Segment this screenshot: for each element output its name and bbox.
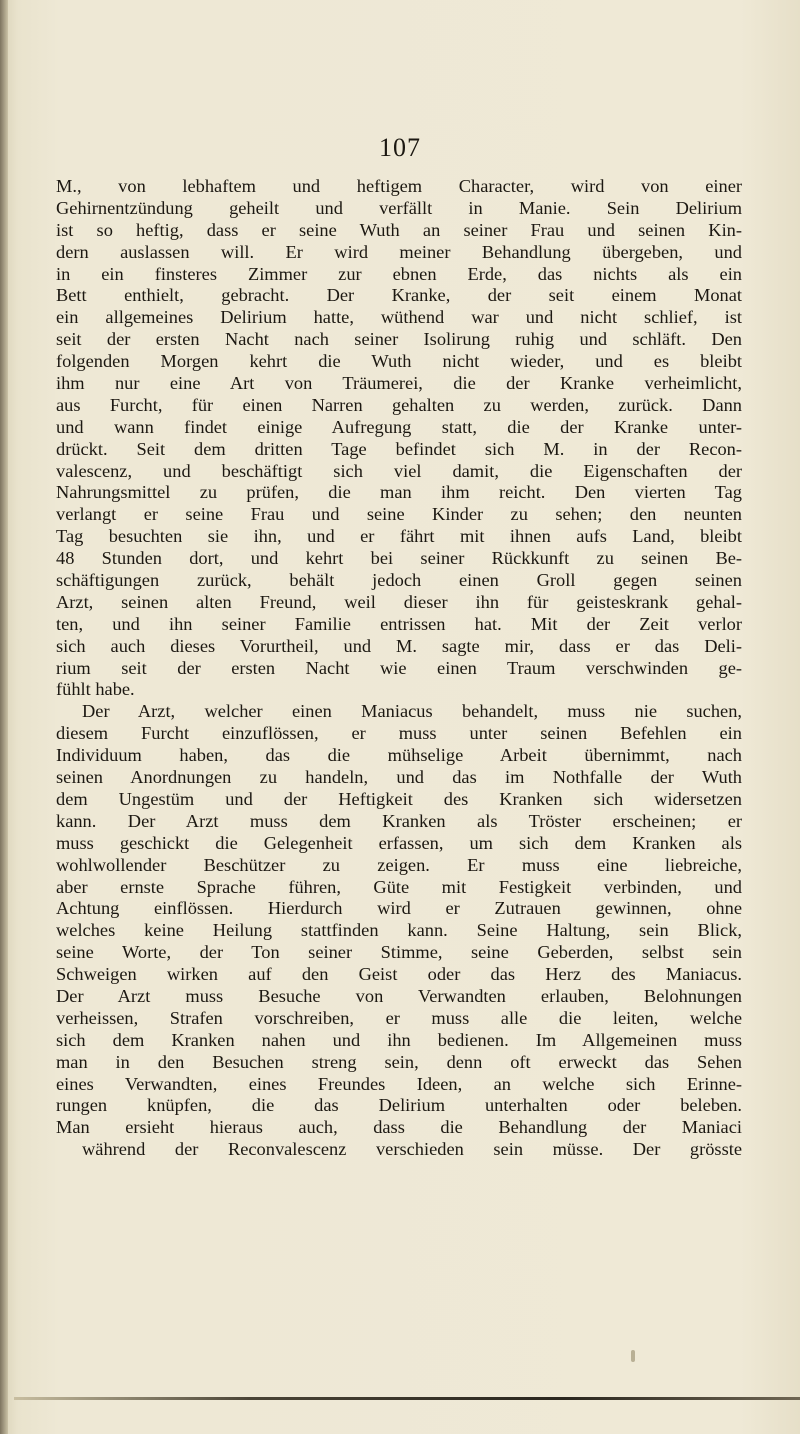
text-line: ist so heftig, dass er seine Wuth an seiner Frau und seinen Kin-: [56, 219, 742, 240]
text-line: fühlt habe.: [56, 679, 135, 700]
text-line: Nahrungsmittel zu prüfen, die man ihm reicht. Den vierten Tag: [56, 482, 742, 503]
text-line: aus Furcht, für einen Narren gehalten zu werden, zurück. Dann: [56, 394, 742, 415]
text-line: ihm nur eine Art von Träumerei, die der Kranke verheimlicht,: [56, 373, 742, 394]
text-line: welches keine Heilung stattfinden kann. Seine Haltung, sein Blick,: [56, 920, 742, 941]
text-line: diesem Furcht einzuflössen, er muss unter seinen Befehlen ein: [56, 723, 742, 744]
text-line: Schweigen wirken auf den Geist oder das Herz des Maniacus.: [56, 964, 742, 985]
text-line: muss geschickt die Gelegenheit erfassen, um sich dem Kranken als: [56, 832, 742, 853]
paper-speck: [631, 1350, 635, 1362]
body-text: [56, 176, 742, 1161]
text-line: verheissen, Strafen vorschreiben, er muss alle die leiten, welche: [56, 1007, 742, 1028]
text-line: valescenz, und beschäftigt sich viel damit, die Eigenschaften der: [56, 460, 742, 481]
text-line: dern auslassen will. Er wird meiner Behandlung übergeben, und: [56, 241, 742, 262]
text-line: Gehirnentzündung geheilt und verfällt in Manie. Sein Delirium: [56, 197, 742, 218]
text-line: 48 Stunden dort, und kehrt bei seiner Rückkunft zu seinen Be-: [56, 548, 742, 569]
text-line: seit der ersten Nacht nach seiner Isolirung ruhig und schläft. Den: [56, 329, 742, 350]
text-line: seine Worte, der Ton seiner Stimme, seine Geberden, selbst sein: [56, 942, 742, 963]
text-line: wohlwollender Beschützer zu zeigen. Er muss eine liebreiche,: [56, 854, 742, 875]
text-line: sich dem Kranken nahen und ihn bedienen. Im Allgemeinen muss: [56, 1029, 742, 1050]
text-line: aber ernste Sprache führen, Güte mit Festigkeit verbinden, und: [56, 876, 742, 897]
text-line: drückt. Seit dem dritten Tage befindet sich M. in der Recon-: [56, 438, 742, 459]
text-line: ten, und ihn seiner Familie entrissen hat. Mit der Zeit verlor: [56, 613, 742, 634]
text-line: seinen Anordnungen zu handeln, und das im Nothfalle der Wuth: [56, 767, 742, 788]
page-binding-edge: [0, 0, 8, 1434]
text-line: Der Arzt, welcher einen Maniacus behandelt, muss nie suchen,: [82, 701, 742, 722]
text-line: sich auch dieses Vorurtheil, und M. sagte mir, dass er das Deli-: [56, 635, 742, 656]
text-line: und wann findet einige Aufregung statt, die der Kranke unter-: [56, 416, 742, 437]
text-line: Achtung einflössen. Hierdurch wird er Zutrauen gewinnen, ohne: [56, 898, 742, 919]
text-line: schäftigungen zurück, behält jedoch einen Groll gegen seinen: [56, 570, 742, 591]
text-line: M., von lebhaftem und heftigem Character, wird von einer: [56, 176, 742, 196]
text-line: folgenden Morgen kehrt die Wuth nicht wieder, und es bleibt: [56, 351, 742, 372]
text-line: verlangt er seine Frau und seine Kinder zu sehen; den neunten: [56, 504, 742, 525]
text-line: Bett enthielt, gebracht. Der Kranke, der seit einem Monat: [56, 285, 742, 306]
text-line: kann. Der Arzt muss dem Kranken als Tröster erscheinen; er: [56, 810, 742, 831]
page-number: 107: [379, 133, 421, 162]
text-line: in ein finsteres Zimmer zur ebnen Erde, das nichts als ein: [56, 263, 742, 284]
text-line: dem Ungestüm und der Heftigkeit des Kranken sich widersetzen: [56, 788, 742, 809]
text-line: Individuum haben, das die mühselige Arbeit übernimmt, nach: [56, 745, 742, 766]
text-line: ein allgemeines Delirium hatte, wüthend war und nicht schlief, ist: [56, 307, 742, 328]
text-line: Tag besuchten sie ihn, und er fährt mit ihnen aufs Land, bleibt: [56, 526, 742, 547]
bottom-page-edge: [14, 1397, 800, 1400]
text-line: man in den Besuchen streng sein, denn oft erweckt das Sehen: [56, 1051, 742, 1072]
text-line: rungen knüpfen, die das Delirium unterhalten oder beleben.: [56, 1095, 742, 1116]
text-line: rium seit der ersten Nacht wie einen Traum verschwinden ge-: [56, 657, 742, 678]
text-line: während der Reconvalescenz verschieden sein müsse. Der grösste: [82, 1139, 742, 1160]
text-line: eines Verwandten, eines Freundes Ideen, an welche sich Erinne-: [56, 1073, 742, 1094]
text-line: Der Arzt muss Besuche von Verwandten erlauben, Belohnungen: [56, 985, 742, 1006]
text-line: Man ersieht hieraus auch, dass die Behandlung der Maniaci: [56, 1117, 742, 1138]
text-line: Arzt, seinen alten Freund, weil dieser ihn für geisteskrank gehal-: [56, 591, 742, 612]
